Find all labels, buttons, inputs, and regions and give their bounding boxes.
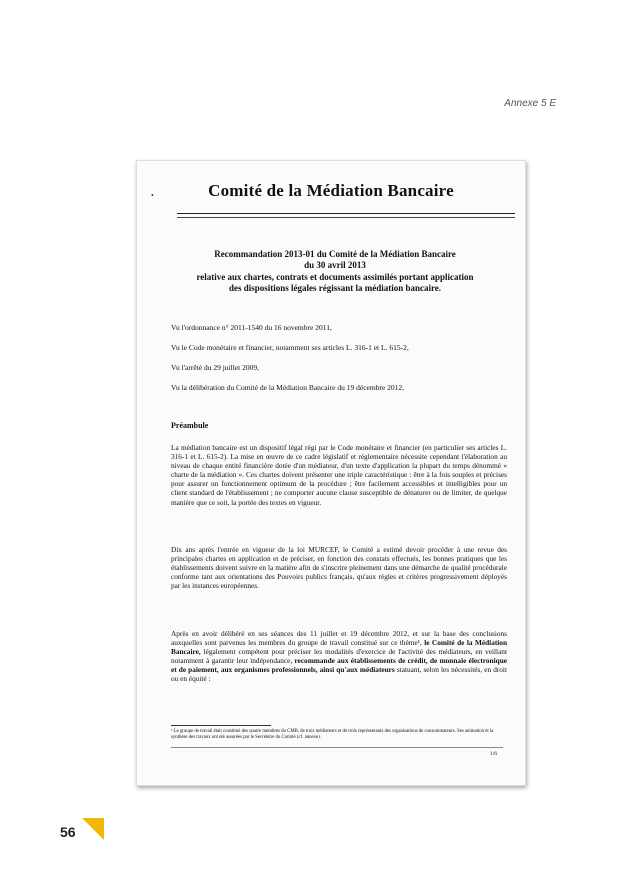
footer-rule xyxy=(171,747,503,748)
preamble-paragraph xyxy=(171,629,507,684)
scanned-document xyxy=(136,160,526,786)
header-rule-thin xyxy=(177,217,515,218)
vu-line: Vu l'arrêté du 29 juillet 2009, xyxy=(171,363,259,372)
header-rule xyxy=(177,213,515,214)
annex-label: Annexe 5 E xyxy=(504,98,556,109)
committee-header: Comité de la Médiation Bancaire xyxy=(208,181,454,200)
para-bold: recommande aux établissements de crédit, de monnaie électronique et de paiement, aux organismes professionnels, ainsi qu'aux médiateurs xyxy=(171,656,507,675)
vu-line: Vu l'ordonnance n° 2011-1540 du 16 novembre 2011, xyxy=(171,323,332,332)
para-bold: le Comité de la Médiation Bancaire, xyxy=(171,638,508,657)
page-indicator: 1/6 xyxy=(489,751,497,757)
vu-line: Vu le Code monétaire et financier, notamment ses articles L. 316-1 et L. 615-2, xyxy=(171,343,409,352)
para-text: légalement compétent pour préciser les modalités d'exercice de l'activité des médiateurs, en veillant notamment à garantir leur indépendance, xyxy=(171,647,507,666)
vu-line: Vu la délibération du Comité de la Médiation Bancaire du 19 décembre 2012, xyxy=(171,383,405,392)
footnote: ¹ Le groupe de travail était constitué des quatre membres du CMB, de trois médiateurs et de trois représentants des organisations de consommateurs. Ses animation et la synthèse des travaux ont été assurées par le Secrétaire du Comité (cf. annexe). xyxy=(171,729,494,740)
preamble-paragraph: La médiation bancaire est un dispositif légal régi par le Code monétaire et financier (en particulier ses articles L. 316-1 et L. 615-2). La mise en œuvre de ce cadre législatif et réglementaire nécessite cependant l'élaboration au niveau de chaque entité financière dotée d'un médiateur, d'un texte d'application la plupart du temps dénommé « charte de la médiation ». Ces chartes doivent présenter une triple caractéristique : être à la fois souples et précises pour assurer un fonctionnement optimum de la procédure ; être facilement accessibles et intelligibles pour un client standard de l'établissement ; ne comporter aucune clause susceptible de dénaturer ou de limiter, de quelque manière que ce soit, la portée des textes en vigueur. xyxy=(171,443,507,507)
footnote-rule xyxy=(171,725,271,726)
rec-line-3: relative aux chartes, contrats et documents assimilés portant application xyxy=(196,271,474,282)
rec-line-4: des dispositions légales régissant la médiation bancaire. xyxy=(228,283,442,294)
scan-speck: • xyxy=(151,191,154,200)
rec-line-1: Recommandation 2013-01 du Comité de la Médiation Bancaire xyxy=(214,249,456,259)
page-number: 56 xyxy=(60,824,76,840)
preamble-heading: Préambule xyxy=(171,421,209,430)
recommendation-title xyxy=(165,249,505,295)
corner-accent-icon xyxy=(82,818,104,840)
rec-line-2: du 30 avril 2013 xyxy=(304,260,366,271)
preamble-paragraph: Dix ans après l'entrée en vigueur de la loi MURCEF, le Comité a estimé devoir procéder à une revue des principales chartes en application et de préciser, en fonction des constats effectués, les bonnes pratiques que les établissements doivent suivre en la matière afin de s'inscrire pleinement dans une démarche de qualité procédurale conforme tant aux orientations des Pouvoirs publics français, qu'aux règles et critères progressivement déployés par les instances européennes. xyxy=(171,545,507,591)
para-text: Après en avoir délibéré en ses séances des 11 juillet et 19 décembre 2012, et sur la base des conclusions auxquelles sont parvenus les membres du groupe de travail constitué sur ce thème¹, xyxy=(171,629,507,648)
para-text: statuant, selon les nécessités, en droit ou en équité : xyxy=(171,665,507,684)
